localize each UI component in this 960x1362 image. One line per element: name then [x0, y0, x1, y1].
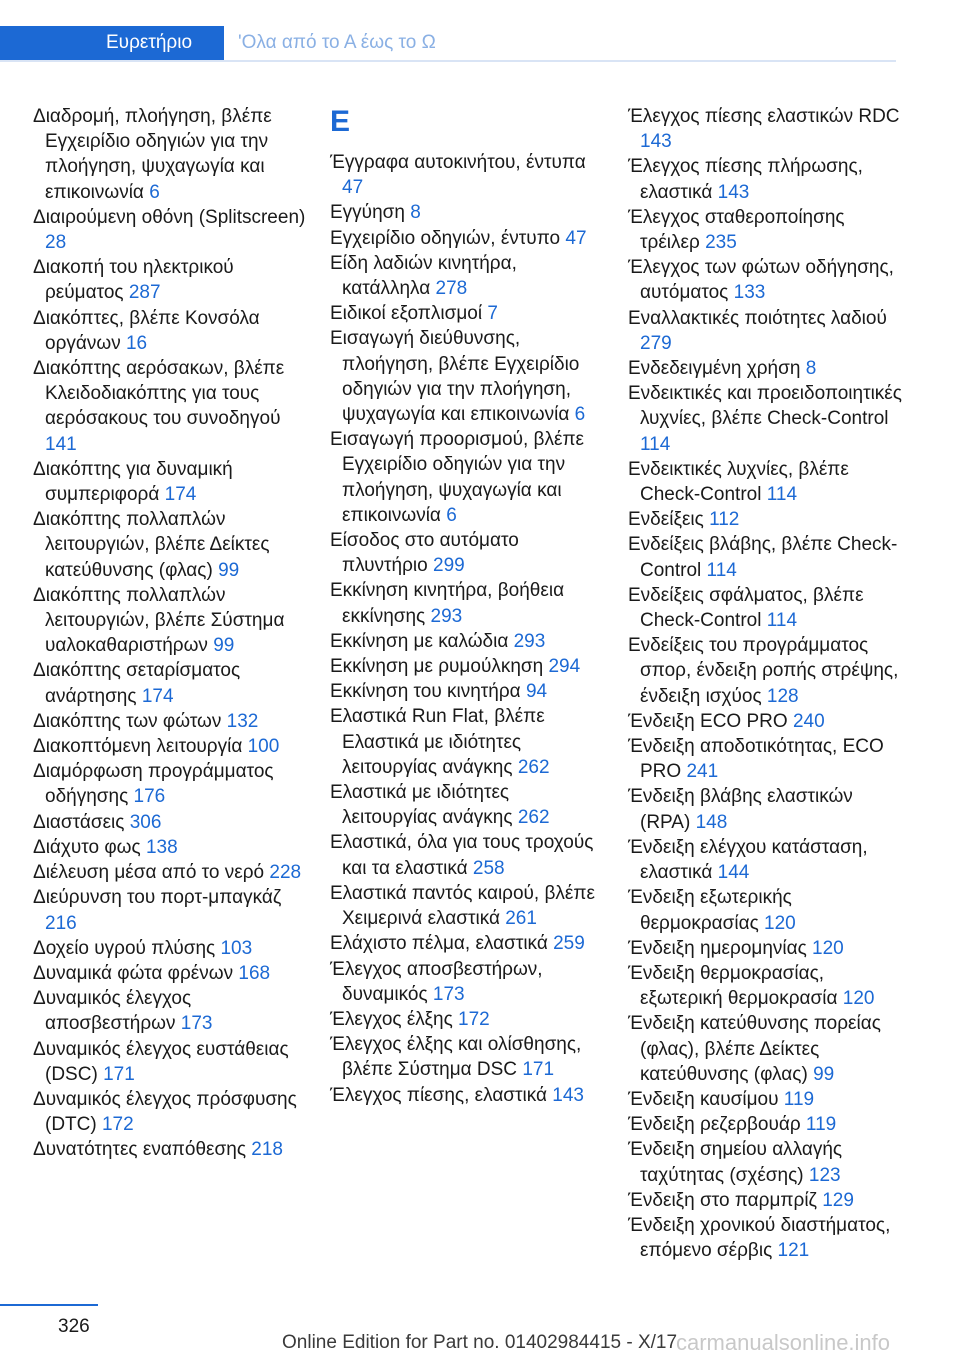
index-entry [628, 205, 904, 255]
index-entry [628, 709, 904, 734]
index-entry [330, 654, 606, 679]
page-reference-link[interactable]: 279 [640, 332, 672, 354]
index-entry-text: Δυναμικός έλεγχος ευστάθειας (DSC) [33, 1038, 289, 1085]
index-entry-text: Διακόπτης πολλαπλών λειτουργιών, βλέπε Σύστημα υαλοκαθαριστήρων [33, 584, 285, 657]
index-entry [628, 154, 904, 204]
index-entry [33, 457, 309, 507]
index-entry [33, 835, 309, 860]
index-entry-text: Διακόπτης πολλαπλών λειτουργιών, βλέπε Δείκτες κατεύθυνσης (φλας) [33, 509, 270, 581]
index-entry [628, 1137, 904, 1187]
page-reference-link[interactable]: 8 [410, 202, 421, 224]
index-entry-text: Ειδικοί εξοπλισμοί [330, 303, 483, 325]
index-entry-text: Δυνατότητες εναπόθεσης [33, 1139, 246, 1161]
page-reference-link[interactable]: 16 [125, 332, 148, 354]
index-entry-text: Διαδρομή, πλοήγηση, βλέπε Εγχειρίδιο οδηγιών για την πλοήγηση, ψυχαγωγία και επικοινωνία [33, 106, 272, 203]
index-entry-text: Εγγύηση [330, 202, 405, 224]
page-reference-link[interactable]: 259 [553, 933, 585, 955]
index-entry-text: Ένδειξη ελέγχου κατάσταση, ελαστικά [628, 836, 868, 884]
index-entry-text: Ένδειξη ημερομηνίας [628, 937, 807, 959]
page-reference-link[interactable]: 171 [522, 1059, 555, 1081]
index-entry-text: Ένδειξη αποδοτικότητας, ECO PRO [628, 736, 884, 783]
footer-divider [0, 1304, 98, 1306]
index-entry-text: Δυναμικός έλεγχος αποσβεστήρων [33, 988, 192, 1035]
page-reference-link[interactable]: 94 [525, 681, 548, 703]
index-entry [330, 1032, 606, 1082]
index-entry [628, 734, 904, 784]
index-entry [33, 583, 309, 659]
index-entry-text: Έλεγχος έλξης [330, 1008, 453, 1030]
page-reference-link[interactable]: 176 [133, 786, 166, 808]
page-reference-link[interactable]: 47 [565, 227, 587, 249]
index-entry [33, 306, 309, 356]
index-entry-text: Διακόπτης για δυναμική συμπεριφορά [33, 458, 233, 506]
index-entry [330, 226, 606, 251]
index-entry [33, 961, 309, 986]
page-header [0, 26, 896, 62]
page-reference-link[interactable]: 171 [103, 1063, 135, 1085]
page-reference-link[interactable]: 6 [574, 404, 586, 426]
index-entry-text: Εγχειρίδιο οδηγιών, έντυπο [330, 227, 561, 249]
index-entry [628, 1188, 904, 1213]
index-entry-text: Εκκίνηση με καλώδια [330, 630, 509, 652]
subsection-tab[interactable]: 'Ολα από το Α έως το Ω [226, 26, 896, 60]
index-entry [33, 885, 309, 935]
index-entry-text: Εναλλακτικές ποιότητες λαδιού [628, 307, 887, 329]
index-entry [33, 356, 309, 457]
index-entry [330, 629, 606, 654]
index-entry [628, 1112, 904, 1137]
index-entry-text: Διεύρυνση του πορτ-μπαγκάζ [33, 887, 282, 909]
index-entry [330, 150, 606, 200]
index-entry-text: Εισαγωγή διεύθυνσης, πλοήγηση, βλέπε Εγχειρίδιο οδηγιών για την πλοήγηση, ψυχαγωγία και επικοινωνία [330, 328, 580, 426]
index-entry-text: Ένδειξη κατεύθυνσης πορείας (φλας), βλέπε Δείκτες κατεύθυνσης (φλας) [628, 1013, 881, 1085]
page-reference-link[interactable]: 123 [808, 1164, 841, 1186]
index-entry [33, 1087, 309, 1137]
index-entry [330, 427, 606, 528]
page-reference-link[interactable]: 172 [101, 1114, 134, 1136]
index-entry-text: Ένδειξη ρεζερβουάρ [628, 1114, 801, 1136]
index-entry-text: Δυναμικά φώτα φρένων [33, 962, 234, 984]
index-entry-text: Ενδείξεις βλάβης, βλέπε Check-Control [628, 534, 898, 581]
index-entry-text: Έλεγχος έλξης και ολίσθησης, βλέπε Σύστημα DSC [330, 1034, 582, 1081]
index-entry-text: Ενδείξεις [628, 509, 704, 531]
index-entry-text: Έλεγχος πίεσης, ελαστικά [330, 1084, 548, 1106]
page-reference-link[interactable]: 99 [213, 635, 235, 657]
index-entry-text: Ενδεικτικές και προειδοποιητικές λυχνίες, βλέπε Check-Control [628, 383, 902, 430]
index-entry-text: Διέλευση μέσα από το νερό [33, 862, 265, 884]
index-entry-text: Διαμόρφωση προγράμματος οδήγησης [33, 761, 274, 808]
index-entry [628, 457, 904, 507]
index-entry-text: Ένδειξη βλάβης ελαστικών (RPA) [628, 786, 853, 833]
page-reference-link[interactable]: 100 [247, 736, 280, 758]
index-entry [628, 532, 904, 582]
index-entry [330, 301, 606, 326]
page-reference-link[interactable]: 293 [430, 605, 463, 627]
index-entry-text: Ένδειξη χρονικού διαστήματος, επόμενο σέρβις [628, 1214, 891, 1262]
page-reference-link[interactable]: 138 [145, 836, 178, 858]
index-entry [628, 936, 904, 961]
page-reference-link[interactable]: 235 [705, 232, 737, 254]
index-entry [628, 356, 904, 381]
page-reference-link[interactable]: 129 [822, 1189, 854, 1211]
page-reference-link[interactable]: 114 [640, 433, 671, 455]
page-reference-link[interactable]: 7 [487, 303, 498, 325]
index-entry [33, 1037, 309, 1087]
page-reference-link[interactable]: 262 [517, 756, 550, 778]
index-entry [330, 251, 606, 301]
index-entry [330, 200, 606, 225]
page-reference-link[interactable]: 299 [433, 555, 465, 577]
index-entry-text: Δοχείο υγρού πλύσης [33, 937, 216, 959]
page-reference-link[interactable]: 143 [717, 181, 750, 203]
index-entry-text: Έλεγχος πίεσης πλήρωσης, ελαστικά [628, 156, 863, 203]
index-entry [33, 986, 309, 1036]
page-reference-link[interactable]: 132 [226, 710, 259, 732]
index-entry-text: Διαστάσεις [33, 811, 125, 833]
index-entry [628, 306, 904, 356]
index-entry-text: Ένδειξη ECO PRO [628, 710, 788, 732]
index-entry-text: Εκκίνηση κινητήρα, βοήθεια εκκίνησης [330, 580, 565, 627]
index-entry-text: Έλεγχος αποσβεστήρων, δυναμικός [330, 958, 543, 1005]
index-entry [330, 704, 606, 780]
index-entry [330, 931, 606, 956]
page-reference-link[interactable]: 174 [141, 685, 174, 707]
page-reference-link[interactable]: 114 [766, 610, 798, 632]
index-entry-text: Ένδειξη σημείου αλλαγής ταχύτητας (σχέσης) [628, 1139, 843, 1186]
page-reference-link[interactable]: 120 [812, 937, 844, 959]
index-entry-text: Διακόπτης σεταρίσματος ανάρτησης [33, 660, 241, 707]
page-reference-link[interactable]: 261 [505, 908, 537, 930]
page-reference-link[interactable]: 174 [164, 484, 197, 506]
index-entry [33, 709, 309, 734]
page-reference-link[interactable]: 173 [180, 1013, 213, 1035]
index-entry [33, 507, 309, 583]
index-entry [33, 936, 309, 961]
index-letter-heading: E [330, 105, 351, 138]
index-entry-text: Εισαγωγή προορισμού, βλέπε Εγχειρίδιο οδηγιών για την πλοήγηση, ψυχαγωγία και επικοινωνία [330, 429, 585, 526]
index-entry-text: Ενδείξεις σφάλματος, βλέπε Check-Control [628, 584, 864, 632]
index-entry [330, 830, 606, 880]
page-reference-link[interactable]: 121 [777, 1240, 810, 1262]
index-entry-text: Ένδειξη εξωτερικής θερμοκρασίας [628, 887, 792, 934]
index-entry-text: Έλεγχος πίεσης ελαστικών RDC [628, 106, 900, 127]
page-reference-link[interactable]: 258 [472, 857, 505, 879]
index-entry-text: Ένδειξη στο παρμπρίζ [628, 1189, 817, 1211]
page-reference-link[interactable]: 119 [783, 1088, 815, 1110]
index-entry [628, 1213, 904, 1263]
index-entry [628, 507, 904, 532]
index-entry-text: Είδη λαδιών κινητήρα, κατάλληλα [330, 252, 517, 300]
page-reference-link[interactable]: 6 [149, 181, 160, 203]
index-entry [330, 957, 606, 1007]
index-entry [628, 961, 904, 1011]
page-reference-link[interactable]: 143 [640, 131, 672, 153]
page-reference-link[interactable]: 120 [764, 912, 796, 934]
page-reference-link[interactable]: 172 [458, 1008, 490, 1030]
index-entry-text: Διακόπτης των φώτων [33, 710, 222, 732]
page-reference-link[interactable]: 47 [342, 177, 364, 199]
index-entry-text: Ενδείξεις του προγράμματος σπορ, ένδειξη ροπής στρέψης, ένδειξη ισχύος [628, 635, 899, 707]
index-entry [330, 679, 606, 704]
index-entry [33, 1137, 309, 1162]
index-entry-text: Ελαστικά, όλα για τους τροχούς και τα ελαστικά [330, 832, 594, 879]
index-entry-text: Έλεγχος των φώτων οδήγησης, αυτόματος [628, 257, 894, 304]
page-reference-link[interactable]: 228 [269, 862, 302, 884]
page-reference-link[interactable]: 99 [218, 559, 240, 581]
page-reference-link[interactable]: 103 [220, 937, 253, 959]
index-entry [33, 255, 309, 305]
index-entry [628, 784, 904, 834]
index-entry-text: Ένδειξη καυσίμου [628, 1088, 779, 1110]
index-entry-text: Έλεγχος σταθεροποίησης τρέιλερ [628, 206, 845, 254]
page-reference-link[interactable]: 143 [552, 1084, 584, 1106]
index-entry-text: Είσοδος στο αυτόματο πλυντήριο [330, 530, 519, 577]
page-reference-link[interactable]: 144 [717, 862, 750, 884]
header-divider [0, 60, 896, 62]
index-entry [33, 860, 309, 885]
index-entry-text: Εκκίνηση του κινητήρα [330, 681, 521, 703]
index-entry [330, 578, 606, 628]
index-entry [33, 658, 309, 708]
page-reference-link[interactable]: 114 [766, 484, 798, 506]
index-entry [628, 835, 904, 885]
index-entry-text: Ελαστικά με ιδιότητες λειτουργίας ανάγκης [330, 782, 513, 829]
page-reference-link[interactable]: 120 [842, 988, 875, 1010]
index-column-3 [628, 104, 904, 1263]
index-entry [330, 1083, 606, 1108]
page-number: 326 [58, 1316, 90, 1337]
index-entry [628, 255, 904, 305]
index-entry-text: Διάχυτο φως [33, 836, 141, 858]
index-entry-text: Ενδεδειγμένη χρήση [628, 358, 801, 380]
index-entry-text: Διακοπτόμενη λειτουργία [33, 736, 243, 758]
index-entry-text: Διακοπή του ηλεκτρικού ρεύματος [33, 257, 234, 304]
page-reference-link[interactable]: 168 [238, 962, 271, 984]
index-entry [33, 759, 309, 809]
page-reference-link[interactable]: 128 [766, 685, 799, 707]
index-entry [628, 885, 904, 935]
index-entry [628, 104, 904, 154]
index-entry [330, 326, 606, 427]
page-reference-link[interactable]: 262 [517, 807, 550, 829]
page-reference-link[interactable]: 306 [129, 811, 162, 833]
section-tab[interactable]: Ευρετήριο [0, 26, 224, 60]
page-reference-link[interactable]: 112 [709, 509, 740, 531]
index-entry [628, 583, 904, 633]
index-entry [330, 528, 606, 578]
index-column-2 [330, 104, 606, 1108]
watermark: carmanualsonline.info [676, 1330, 891, 1355]
index-entry-text: Ένδειξη θερμοκρασίας, εξωτερική θερμοκρασία [628, 962, 838, 1010]
index-entry [628, 381, 904, 457]
index-entry [628, 1087, 904, 1112]
page-reference-link[interactable]: 8 [805, 358, 817, 380]
index-entry [33, 810, 309, 835]
page-reference-link[interactable]: 141 [45, 433, 77, 455]
index-entry-text: Έγγραφα αυτοκινήτου, έντυπα [330, 152, 586, 173]
index-entry [33, 205, 309, 255]
page-reference-link[interactable]: 294 [548, 656, 581, 678]
index-entry-text: Διακόπτης αερόσακων, βλέπε Κλειδοδιακόπτης για τους αερόσακους του συνοδηγού [33, 358, 285, 430]
index-entry-text: Ενδεικτικές λυχνίες, βλέπε Check-Control [628, 458, 849, 506]
page-reference-link[interactable]: 241 [686, 761, 719, 783]
index-entry [33, 734, 309, 759]
index-entry-text: Εκκίνηση με ρυμούλκηση [330, 656, 544, 678]
page-reference-link[interactable]: 99 [813, 1063, 835, 1085]
index-entry [330, 881, 606, 931]
index-entry-text: Ελάχιστο πέλμα, ελαστικά [330, 933, 548, 955]
page-reference-link[interactable]: 293 [513, 630, 546, 652]
page-reference-link[interactable]: 114 [706, 559, 737, 581]
page-reference-link[interactable]: 240 [792, 710, 825, 732]
index-entry [628, 633, 904, 709]
index-entry-text: Ελαστικά Run Flat, βλέπε Ελαστικά με ιδιότητες λειτουργίας ανάγκης [330, 706, 545, 778]
page-reference-link[interactable]: 173 [432, 983, 465, 1005]
index-entry [330, 780, 606, 830]
edition-note: Online Edition for Part no. 01402984415 - X/17 [282, 1332, 678, 1353]
page-reference-link[interactable]: 278 [435, 278, 468, 300]
page-reference-link[interactable]: 133 [733, 282, 766, 304]
index-column-1 [33, 104, 309, 1163]
index-entry [628, 1011, 904, 1087]
page-reference-link[interactable]: 218 [251, 1139, 283, 1161]
index-entry-text: Διακόπτες, βλέπε Κονσόλα οργάνων [33, 307, 260, 354]
index-entry [330, 1007, 606, 1032]
page-reference-link[interactable]: 216 [45, 912, 77, 934]
page-reference-link[interactable]: 119 [805, 1114, 837, 1136]
page-reference-link[interactable]: 148 [695, 811, 728, 833]
index-entry-text: Ελαστικά παντός καιρού, βλέπε Χειμερινά ελαστικά [330, 882, 595, 930]
page-reference-link[interactable]: 287 [128, 282, 161, 304]
page-reference-link[interactable]: 6 [446, 504, 457, 526]
index-entry [33, 104, 309, 205]
index-entry-text: Διαιρούμενη οθόνη (Splitscreen) [33, 206, 306, 228]
index-entry-text: Δυναμικός έλεγχος πρόσφυσης (DTC) [33, 1088, 297, 1136]
page-reference-link[interactable]: 28 [45, 232, 67, 254]
